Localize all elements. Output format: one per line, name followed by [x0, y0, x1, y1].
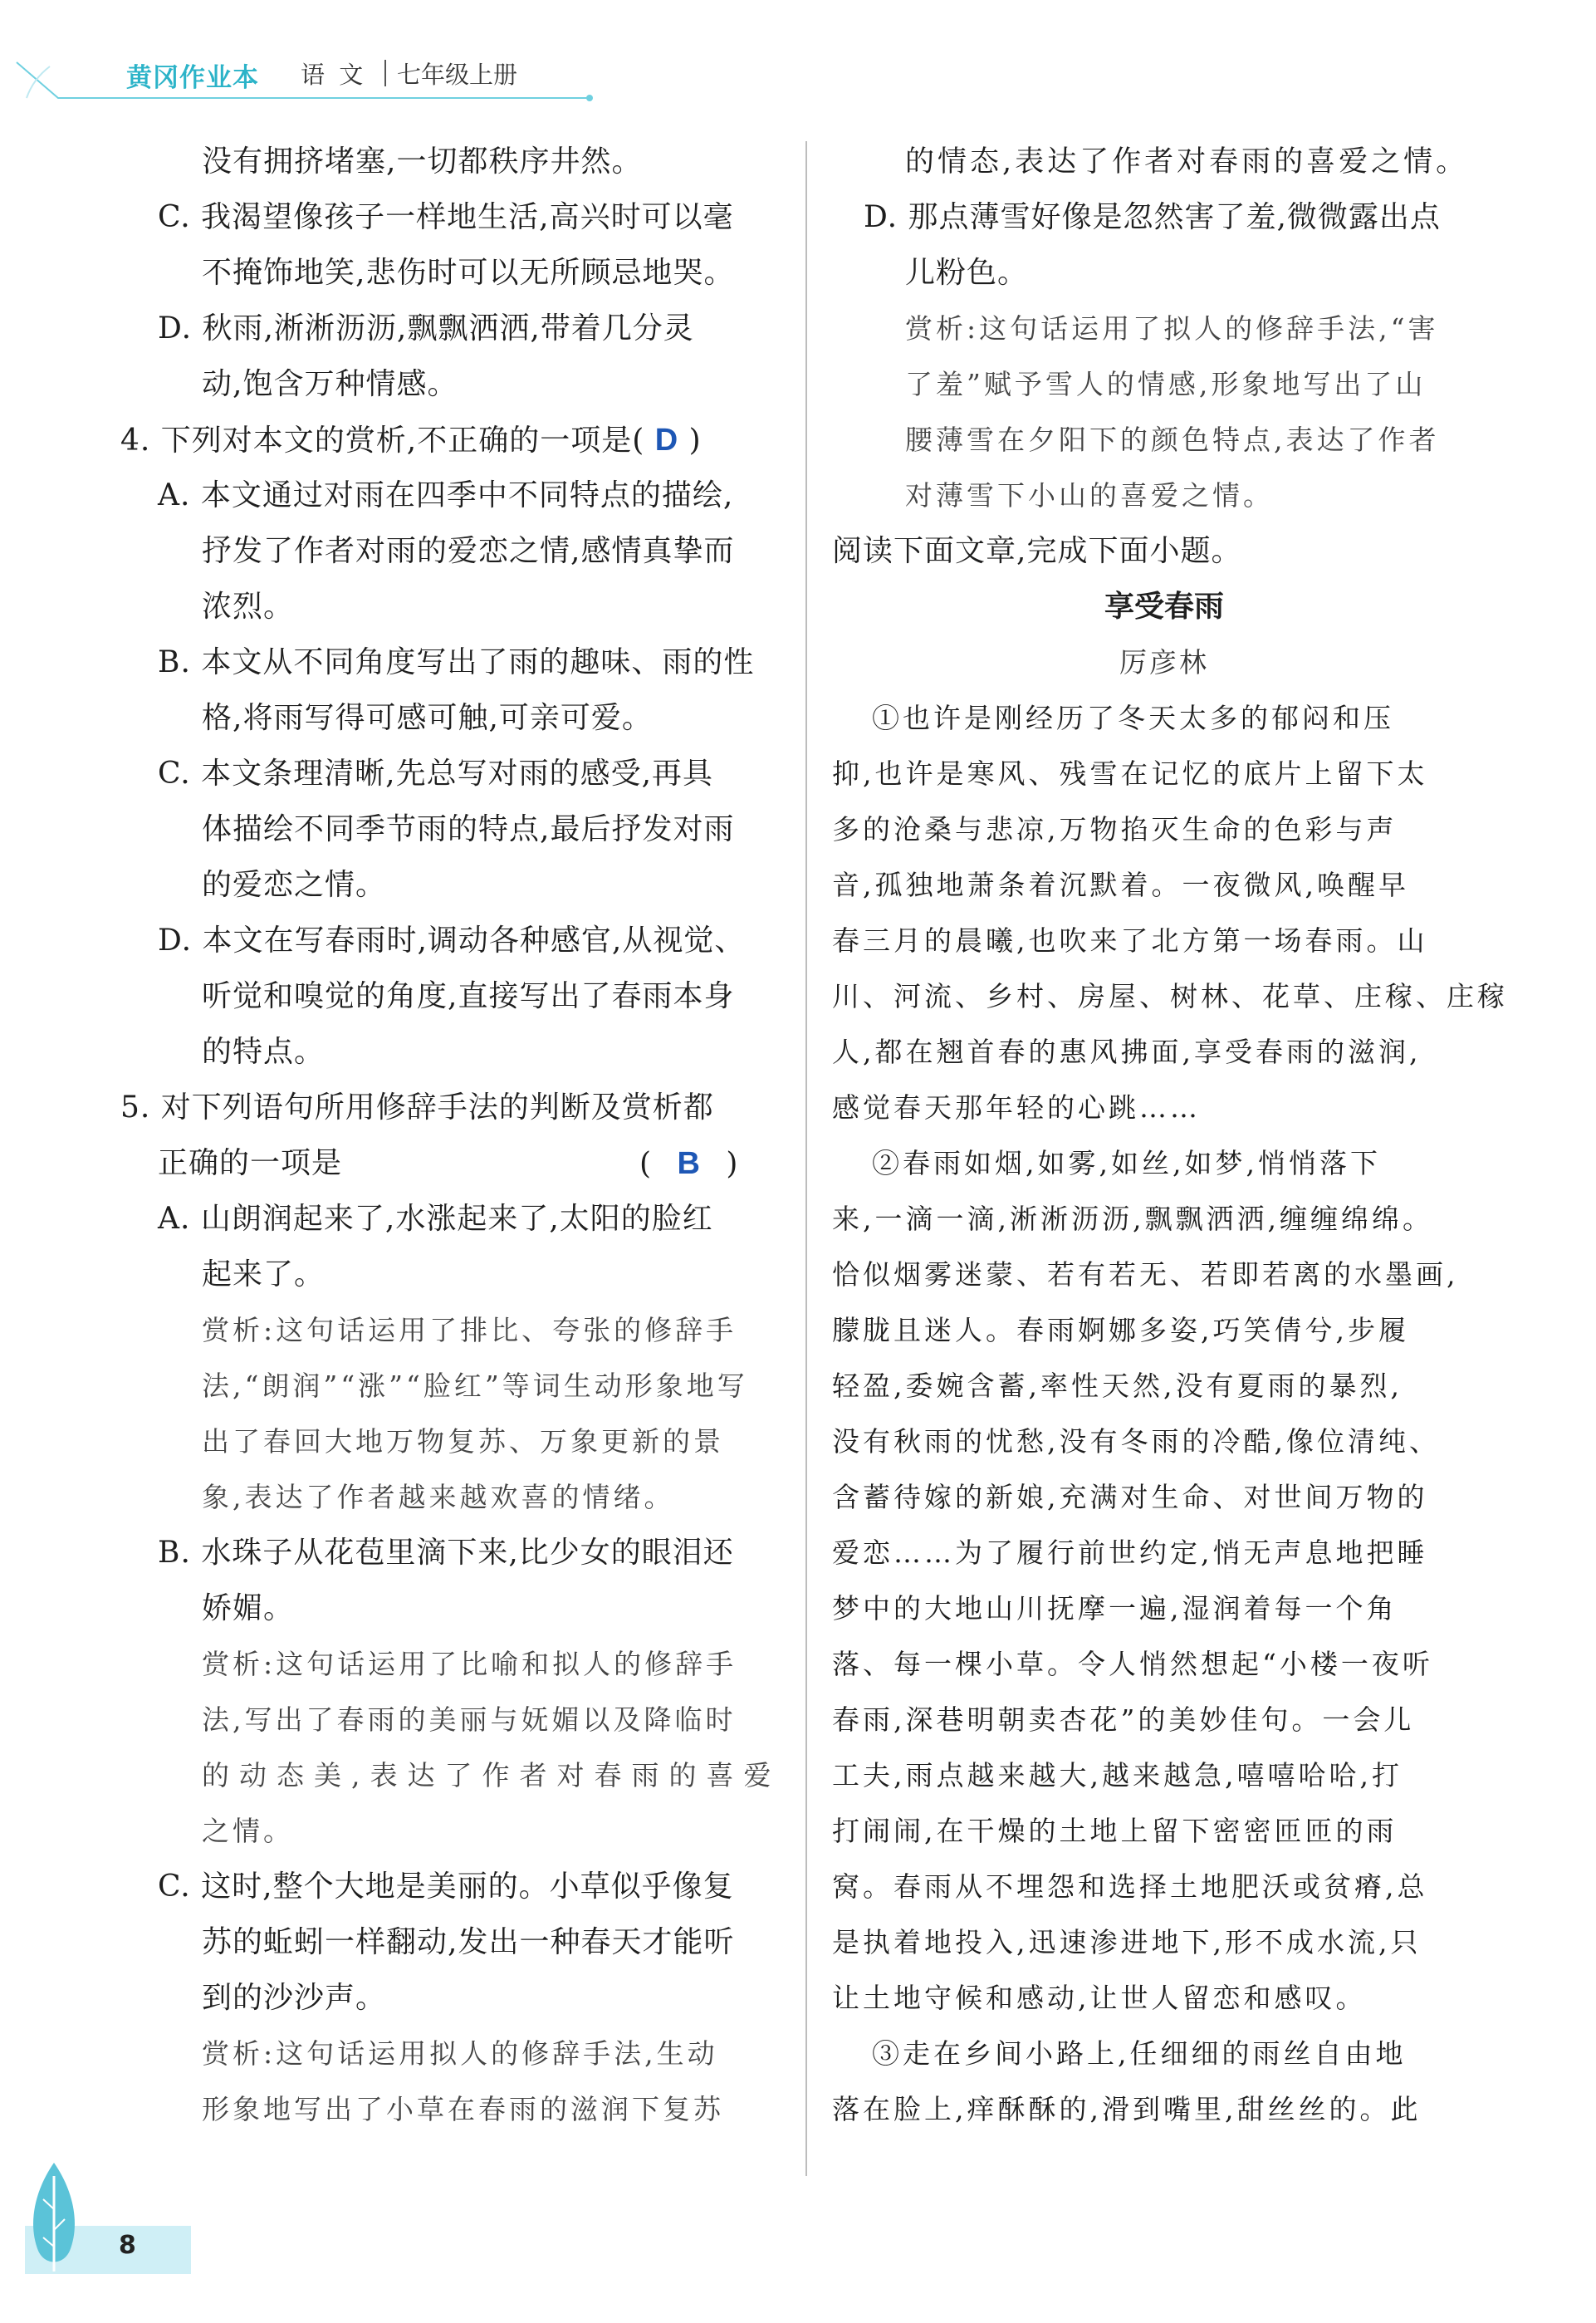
- option-line: D. 本文在写春雨时,调动各种感官,从视觉、: [158, 924, 746, 958]
- option-line: 浓烈。: [202, 590, 295, 624]
- option-line: 到的沙沙声。: [202, 1981, 387, 2015]
- option-line: 起来了。: [202, 1257, 326, 1291]
- paragraph-line: 来,一滴一滴,淅淅沥沥,飘飘洒洒,缠缠绵绵。: [832, 1203, 1433, 1235]
- analysis-line: 对薄雪下小山的喜爱之情。: [905, 479, 1274, 512]
- paragraph-line: 没有秋雨的忧愁,没有冬雨的冷酷,像位清纯、: [832, 1425, 1440, 1458]
- paragraph-line: ③走在乡间小路上,任细细的雨丝自由地: [872, 2037, 1407, 2070]
- paragraph-line: 恰似烟雾迷蒙、若有若无、若即若离的水墨画,: [832, 1258, 1459, 1291]
- option-line: B. 本文从不同角度写出了雨的趣味、雨的性: [158, 645, 755, 679]
- option-line: 抒发了作者对雨的爱恋之情,感情真挚而: [202, 534, 735, 568]
- option-line: 儿粉色。: [905, 256, 1029, 290]
- reading-instruction: 阅读下面文章,完成下面小题。: [832, 534, 1242, 568]
- paragraph-line: ②春雨如烟,如雾,如丝,如梦,悄悄落下: [872, 1147, 1381, 1179]
- analysis-line: 法,写出了春雨的美丽与妩媚以及降临时: [202, 1703, 737, 1736]
- option-line: A. 山朗润起来了,水涨起来了,太阳的脸红: [158, 1202, 713, 1236]
- option-line: 听觉和嗅觉的角度,直接写出了春雨本身: [202, 979, 735, 1013]
- paragraph-line: 轻盈,委婉含蓄,率性天然,没有夏雨的暴烈,: [832, 1370, 1403, 1402]
- paragraph-line: 抑,也许是寒风、残雪在记忆的底片上留下太: [832, 757, 1428, 790]
- analysis-line: 赏析:这句话运用了拟人的修辞手法,“害: [905, 312, 1439, 345]
- header-separator: [384, 60, 386, 86]
- subject-label: 语 文: [301, 61, 367, 89]
- paragraph-line: ①也许是刚经历了冬天太多的郁闷和压: [872, 702, 1394, 734]
- paragraph-line: 工夫,雨点越来越大,越来越急,嘻嘻哈哈,打: [832, 1759, 1403, 1791]
- option-line: 的爱恋之情。: [202, 868, 387, 902]
- analysis-line: 了羞”赋予雪人的情感,形象地写出了山: [905, 368, 1427, 400]
- paragraph-line: 梦中的大地山川抚摩一遍,湿润着每一个角: [832, 1592, 1398, 1625]
- question-4-answer: D: [654, 423, 679, 458]
- analysis-line: 出了春回大地万物复苏、万象更新的景: [202, 1425, 724, 1458]
- article-title: 享受春雨: [1104, 590, 1224, 624]
- option-line: C. 这时,整个大地是美丽的。小草似乎像复: [158, 1870, 734, 1904]
- question-5-answer-box: ( B ): [639, 1146, 739, 1181]
- text-line: 的情态,表达了作者对春雨的喜爱之情。: [905, 145, 1469, 179]
- option-line: 体描绘不同季节雨的特点,最后抒发对雨: [202, 812, 735, 846]
- grade-label: 七年级上册: [397, 61, 518, 89]
- paragraph-line: 落、每一棵小草。令人悄然想起“小楼一夜听: [832, 1648, 1433, 1680]
- question-5-stem: 5. 对下列语句所用修辞手法的判断及赏析都: [120, 1090, 714, 1125]
- option-line: 不掩饰地笑,悲伤时可以无所顾忌地哭。: [202, 256, 735, 290]
- leaf-icon: [25, 2159, 83, 2276]
- paragraph-line: 打闹闹,在干燥的土地上留下密密匝匝的雨: [832, 1815, 1398, 1847]
- analysis-line: 赏析:这句话运用拟人的修辞手法,生动: [202, 2037, 718, 2070]
- page-number: 8: [119, 2231, 136, 2260]
- analysis-line: 法,“朗润”“涨”“脸红”等词生动形象地写: [202, 1370, 748, 1402]
- paragraph-line: 让土地守候和感动,让世人留恋和感叹。: [832, 1982, 1367, 2014]
- question-5-stem-cont: 正确的一项是: [158, 1146, 343, 1180]
- question-4-text: 4. 下列对本文的赏析,不正确的一项是(: [120, 424, 645, 458]
- paragraph-line: 窝。春雨从不埋怨和选择土地肥沃或贫瘠,总: [832, 1870, 1428, 1903]
- paragraph-line: 是执着地投入,迅速渗进地下,形不成水流,只: [832, 1926, 1422, 1958]
- option-line: D. 秋雨,淅淅沥沥,飘飘洒洒,带着几分灵: [158, 311, 694, 346]
- question-5-answer: B: [677, 1146, 701, 1181]
- paragraph-line: 音,孤独地萧条着沉默着。一夜微风,唤醒早: [832, 869, 1409, 901]
- analysis-line: 形象地写出了小草在春雨的滋润下复苏: [202, 2093, 724, 2125]
- article-author: 厉彦林: [1119, 646, 1209, 679]
- paragraph-line: 春雨,深巷明朝卖杏花”的美妙佳句。一会儿: [832, 1703, 1415, 1736]
- question-4-stem: [120, 415, 702, 465]
- paragraph-line: 落在脸上,痒酥酥的,滑到嘴里,甜丝丝的。此: [832, 2093, 1422, 2125]
- option-line: 格,将雨写得可感可触,可亲可爱。: [202, 701, 653, 735]
- analysis-line: 腰薄雪在夕阳下的颜色特点,表达了作者: [905, 424, 1440, 456]
- option-line: C. 本文条理清晰,先总写对雨的感受,再具: [158, 757, 714, 791]
- column-divider: [805, 141, 807, 2176]
- analysis-line: 的动态美,表达了作者对春雨的喜爱: [202, 1759, 781, 1791]
- paragraph-line: 人,都在翘首春的惠风拂面,享受春雨的滋润,: [832, 1036, 1422, 1068]
- paragraph-line: 爱恋……为了履行前世约定,悄无声息地把睡: [832, 1536, 1428, 1569]
- option-line: 娇媚。: [202, 1591, 295, 1625]
- analysis-line: 象,表达了作者越来越欢喜的情绪。: [202, 1481, 675, 1513]
- question-4-close: ): [688, 424, 702, 458]
- option-line: 动,饱含万种情感。: [202, 367, 458, 401]
- option-line: A. 本文通过对雨在四季中不同特点的描绘,: [158, 478, 734, 512]
- paragraph-line: 朦胧且迷人。春雨婀娜多姿,巧笑倩兮,步履: [832, 1314, 1409, 1346]
- analysis-line: 赏析:这句话运用了排比、夸张的修辞手: [202, 1314, 737, 1346]
- paragraph-line: 感觉春天那年轻的心跳……: [832, 1091, 1201, 1124]
- option-line: 的特点。: [202, 1035, 326, 1069]
- paragraph-line: 含蓄待嫁的新娘,充满对生命、对世间万物的: [832, 1481, 1428, 1513]
- paragraph-line: 多的沧桑与悲凉,万物掐灭生命的色彩与声: [832, 813, 1398, 845]
- analysis-line: 之情。: [202, 1815, 294, 1847]
- page-header: [0, 0, 1596, 116]
- text-line: 没有拥挤堵塞,一切都秩序井然。: [202, 145, 643, 179]
- option-line: C. 我渴望像孩子一样地生活,高兴时可以毫: [158, 200, 734, 234]
- option-line: B. 水珠子从花苞里滴下来,比少女的眼泪还: [158, 1536, 734, 1570]
- series-brand: 黄冈作业本: [126, 63, 259, 93]
- paragraph-line: 春三月的晨曦,也吹来了北方第一场春雨。山: [832, 924, 1428, 957]
- option-line: D. 那点薄雪好像是忽然害了羞,微微露出点: [864, 200, 1441, 234]
- paragraph-line: 川、河流、乡村、房屋、树林、花草、庄稼、庄稼: [832, 980, 1508, 1012]
- analysis-line: 赏析:这句话运用了比喻和拟人的修辞手: [202, 1648, 737, 1680]
- option-line: 苏的蚯蚓一样翻动,发出一种春天才能听: [202, 1925, 735, 1959]
